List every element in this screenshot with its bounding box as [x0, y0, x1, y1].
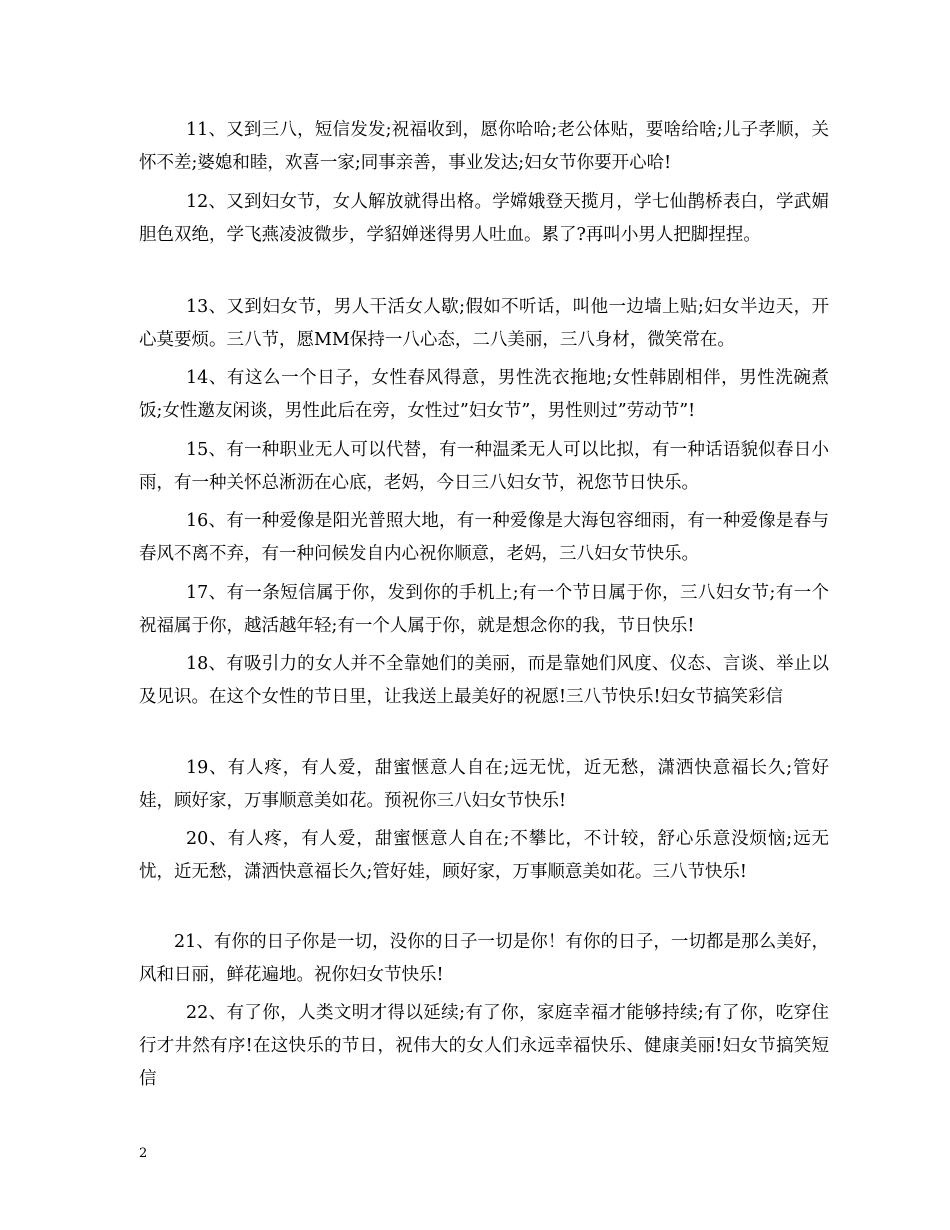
paragraph-20: 20、有人疼，有人爱，甜蜜惬意人自在;不攀比，不计较，舒心乐意没烦恼;远无忧，近无愁，潇洒快意福长久;管好娃，顾好家，万事顺意美如花。三八节快乐!: [139, 829, 829, 882]
paragraph-15: 15、有一种职业无人可以代替，有一种温柔无人可以比拟，有一种话语貌似春日小雨，有一种关怀总淅沥在心底，老妈，今日三八妇女节，祝您节日快乐。: [139, 440, 829, 493]
paragraph-22: 22、有了你，人类文明才得以延续;有了你，家庭幸福才能够持续;有了你，吃穿住行才井然有序!在这快乐的节日，祝伟大的女人们永远幸福快乐、健康美丽!妇女节搞笑短信: [139, 1003, 829, 1089]
paragraph-19: 19、有人疼，有人爱，甜蜜惬意人自在;远无忧，近无愁，潇洒快意福长久;管好娃，顾好家，万事顺意美如花。预祝你三八妇女节快乐!: [139, 758, 829, 811]
paragraph-18: 18、有吸引力的女人并不全靠她们的美丽，而是靠她们风度、仪态、言谈、举止以及见识。在这个女性的节日里，让我送上最美好的祝愿!三八节快乐!妇女节搞笑彩信: [139, 654, 829, 707]
paragraph-17: 17、有一条短信属于你，发到你的手机上;有一个节日属于你，三八妇女节;有一个祝福属于你，越活越年轻;有一个人属于你，就是想念你的我，节日快乐!: [139, 583, 829, 636]
paragraph-14: 14、有这么一个日子，女性春风得意，男性洗衣拖地;女性韩剧相伴，男性洗碗煮饭;女性邀友闲谈，男性此后在旁，女性过”妇女节”，男性则过”劳动节”!: [139, 368, 829, 421]
paragraph-11: 11、又到三八，短信发发;祝福收到，愿你哈哈;老公体贴，要啥给啥;儿子孝顺，关怀不差;婆媳和睦，欢喜一家;同事亲善，事业发达;妇女节你要开心哈!: [139, 120, 829, 173]
paragraph-21: 21、有你的日子你是一切，没你的日子一切是你！有你的日子，一切都是那么美好，风和日丽，鲜花遍地。祝你妇女节快乐!: [139, 932, 829, 985]
paragraph-12: 12、又到妇女节，女人解放就得出格。学嫦娥登天揽月，学七仙鹊桥表白，学武媚胆色双绝，学飞燕凌波微步，学貂婵迷得男人吐血。累了?再叫小男人把脚捏捏。: [139, 192, 829, 245]
paragraph-16: 16、有一种爱像是阳光普照大地，有一种爱像是大海包容细雨，有一种爱像是春与春风不离不弃，有一种问候发自内心祝你顺意，老妈，三八妇女节快乐。: [139, 511, 829, 564]
page-number: 2: [139, 1146, 148, 1161]
paragraph-13: 13、又到妇女节，男人干活女人歇;假如不听话，叫他一边墙上贴;妇女半边天，开心莫要烦。三八节，愿MM保持一八心态，二八美丽，三八身材，微笑常在。: [139, 297, 829, 350]
